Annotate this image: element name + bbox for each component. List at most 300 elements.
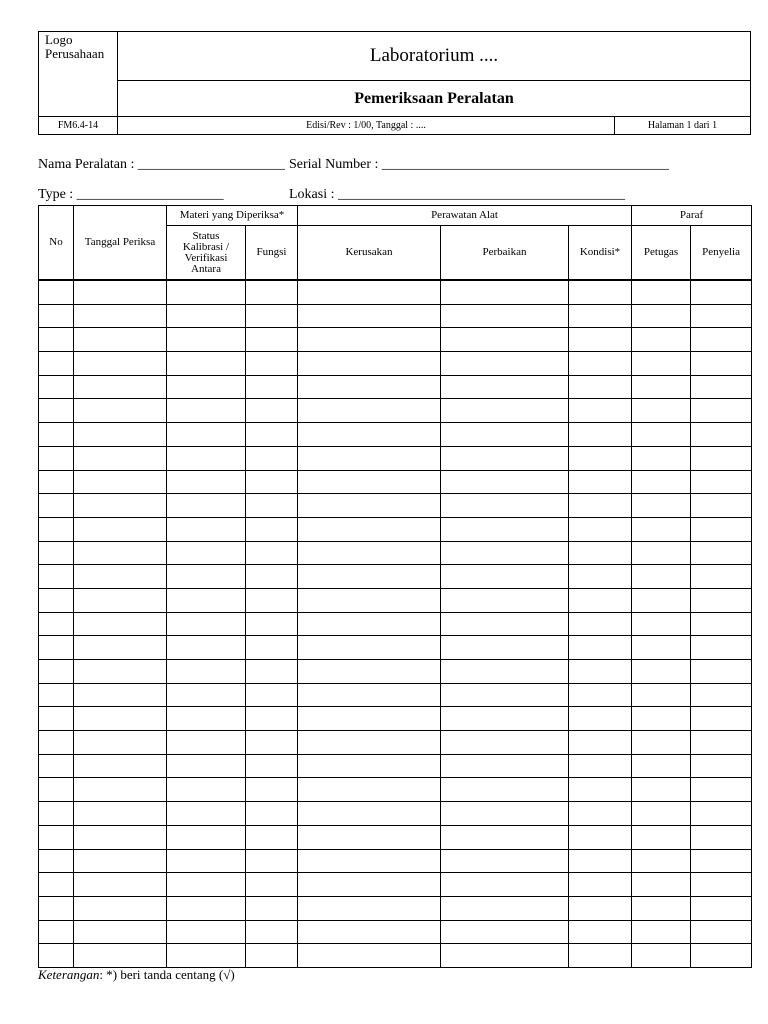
table-cell[interactable] — [632, 707, 691, 731]
table-cell[interactable] — [74, 778, 167, 802]
table-cell[interactable] — [74, 352, 167, 376]
table-cell[interactable] — [632, 778, 691, 802]
table-cell[interactable] — [167, 873, 246, 897]
table-cell[interactable] — [39, 731, 74, 755]
table-cell[interactable] — [167, 849, 246, 873]
table-cell[interactable] — [246, 494, 298, 518]
table-cell[interactable] — [74, 636, 167, 660]
table-cell[interactable] — [632, 683, 691, 707]
table-cell[interactable] — [167, 375, 246, 399]
table-cell[interactable] — [246, 304, 298, 328]
table-cell[interactable] — [441, 423, 569, 447]
table-cell[interactable] — [298, 731, 441, 755]
table-cell[interactable] — [569, 494, 632, 518]
table-cell[interactable] — [298, 423, 441, 447]
table-cell[interactable] — [691, 920, 752, 944]
table-cell[interactable] — [441, 399, 569, 423]
table-cell[interactable] — [691, 352, 752, 376]
table-cell[interactable] — [167, 446, 246, 470]
table-cell[interactable] — [74, 399, 167, 423]
table-row — [39, 731, 752, 755]
table-cell[interactable] — [298, 517, 441, 541]
table-cell[interactable] — [569, 849, 632, 873]
table-cell[interactable] — [569, 660, 632, 684]
table-cell[interactable] — [441, 873, 569, 897]
table-cell[interactable] — [569, 470, 632, 494]
table-cell[interactable] — [298, 541, 441, 565]
table-cell[interactable] — [246, 683, 298, 707]
table-cell[interactable] — [569, 328, 632, 352]
table-cell[interactable] — [632, 328, 691, 352]
table-cell[interactable] — [39, 423, 74, 447]
table-cell[interactable] — [246, 920, 298, 944]
table-cell[interactable] — [246, 825, 298, 849]
table-cell[interactable] — [691, 707, 752, 731]
table-cell[interactable] — [569, 731, 632, 755]
table-cell[interactable] — [39, 873, 74, 897]
table-row — [39, 683, 752, 707]
table-cell[interactable] — [632, 517, 691, 541]
table-cell[interactable] — [39, 707, 74, 731]
table-cell[interactable] — [441, 375, 569, 399]
table-cell[interactable] — [298, 328, 441, 352]
table-cell[interactable] — [246, 849, 298, 873]
table-row — [39, 423, 752, 447]
table-cell[interactable] — [632, 375, 691, 399]
table-cell[interactable] — [39, 754, 74, 778]
table-cell[interactable] — [441, 517, 569, 541]
table-row — [39, 778, 752, 802]
table-row — [39, 849, 752, 873]
table-cell[interactable] — [691, 470, 752, 494]
table-cell[interactable] — [691, 660, 752, 684]
table-cell[interactable] — [167, 612, 246, 636]
table-cell[interactable] — [569, 896, 632, 920]
table-cell[interactable] — [39, 565, 74, 589]
table-cell[interactable] — [632, 399, 691, 423]
table-cell[interactable] — [39, 588, 74, 612]
table-cell[interactable] — [39, 470, 74, 494]
table-cell[interactable] — [298, 280, 441, 304]
table-cell[interactable] — [691, 304, 752, 328]
table-cell[interactable] — [569, 375, 632, 399]
table-cell[interactable] — [691, 802, 752, 826]
table-cell[interactable] — [441, 352, 569, 376]
table-cell[interactable] — [246, 280, 298, 304]
table-cell[interactable] — [441, 660, 569, 684]
table-cell[interactable] — [298, 375, 441, 399]
table-cell[interactable] — [569, 280, 632, 304]
table-cell[interactable] — [691, 683, 752, 707]
table-cell[interactable] — [167, 494, 246, 518]
table-cell[interactable] — [74, 849, 167, 873]
table-cell[interactable] — [298, 565, 441, 589]
table-cell[interactable] — [298, 825, 441, 849]
table-cell[interactable] — [74, 517, 167, 541]
table-cell[interactable] — [298, 660, 441, 684]
table-cell[interactable] — [39, 494, 74, 518]
table-cell[interactable] — [298, 352, 441, 376]
form-meta-row — [39, 116, 750, 134]
table-cell[interactable] — [441, 802, 569, 826]
table-cell[interactable] — [569, 423, 632, 447]
table-cell[interactable] — [246, 896, 298, 920]
table-cell[interactable] — [441, 470, 569, 494]
table-cell[interactable] — [39, 399, 74, 423]
table-cell[interactable] — [39, 446, 74, 470]
table-row — [39, 517, 752, 541]
footnote-text: : *) beri tanda centang (√) — [99, 967, 235, 982]
table-cell[interactable] — [441, 446, 569, 470]
table-cell[interactable] — [246, 399, 298, 423]
table-cell[interactable] — [569, 873, 632, 897]
table-cell[interactable] — [298, 470, 441, 494]
table-cell[interactable] — [167, 707, 246, 731]
table-row — [39, 707, 752, 731]
group-header-materi: Materi yang Diperiksa* — [167, 206, 298, 226]
table-cell[interactable] — [298, 304, 441, 328]
table-cell[interactable] — [691, 280, 752, 304]
table-cell[interactable] — [39, 304, 74, 328]
table-cell[interactable] — [74, 683, 167, 707]
type-field[interactable]: Type : _____________________ — [38, 187, 224, 202]
table-cell[interactable] — [632, 588, 691, 612]
page-info: Halaman 1 dari 1 — [647, 120, 718, 131]
table-cell[interactable] — [569, 588, 632, 612]
table-cell[interactable] — [691, 375, 752, 399]
table-cell[interactable] — [691, 825, 752, 849]
table-cell[interactable] — [632, 873, 691, 897]
table-cell[interactable] — [39, 636, 74, 660]
table-cell[interactable] — [74, 304, 167, 328]
table-cell[interactable] — [441, 778, 569, 802]
table-cell[interactable] — [74, 588, 167, 612]
table-cell[interactable] — [74, 660, 167, 684]
table-cell[interactable] — [691, 565, 752, 589]
table-cell[interactable] — [74, 873, 167, 897]
table-cell[interactable] — [298, 920, 441, 944]
table-cell[interactable] — [39, 778, 74, 802]
table-cell[interactable] — [246, 754, 298, 778]
table-cell[interactable] — [246, 541, 298, 565]
table-cell[interactable] — [39, 849, 74, 873]
table-cell[interactable] — [632, 802, 691, 826]
table-cell[interactable] — [39, 802, 74, 826]
serial-number-field[interactable]: Serial Number : _________________________________________ — [289, 157, 669, 172]
table-cell[interactable] — [39, 352, 74, 376]
table-cell[interactable] — [74, 754, 167, 778]
table-cell[interactable] — [632, 565, 691, 589]
table-cell[interactable] — [569, 944, 632, 968]
table-cell[interactable] — [167, 328, 246, 352]
table-cell[interactable] — [246, 944, 298, 968]
col-header-penyelia: Penyelia — [691, 226, 752, 281]
table-row — [39, 802, 752, 826]
table-cell[interactable] — [167, 825, 246, 849]
table-cell[interactable] — [691, 873, 752, 897]
table-cell[interactable] — [691, 754, 752, 778]
table-cell[interactable] — [167, 920, 246, 944]
table-row — [39, 399, 752, 423]
table-cell[interactable] — [167, 517, 246, 541]
table-cell[interactable] — [691, 328, 752, 352]
table-cell[interactable] — [246, 731, 298, 755]
table-cell[interactable] — [74, 423, 167, 447]
table-cell[interactable] — [441, 280, 569, 304]
table-cell[interactable] — [246, 423, 298, 447]
table-cell[interactable] — [246, 636, 298, 660]
table-cell[interactable] — [39, 683, 74, 707]
table-cell[interactable] — [167, 423, 246, 447]
table-cell[interactable] — [298, 399, 441, 423]
table-cell[interactable] — [298, 612, 441, 636]
table-cell[interactable] — [691, 849, 752, 873]
table-cell[interactable] — [74, 896, 167, 920]
table-cell[interactable] — [74, 565, 167, 589]
table-cell[interactable] — [441, 328, 569, 352]
table-cell[interactable] — [569, 636, 632, 660]
table-cell[interactable] — [74, 944, 167, 968]
table-cell[interactable] — [298, 707, 441, 731]
table-cell[interactable] — [167, 802, 246, 826]
table-cell[interactable] — [441, 565, 569, 589]
table-cell[interactable] — [246, 517, 298, 541]
table-cell[interactable] — [441, 707, 569, 731]
inspection-table-body — [39, 280, 752, 967]
table-cell[interactable] — [569, 352, 632, 376]
table-cell[interactable] — [246, 352, 298, 376]
table-row — [39, 660, 752, 684]
table-cell[interactable] — [167, 541, 246, 565]
table-cell[interactable] — [569, 565, 632, 589]
table-cell[interactable] — [569, 304, 632, 328]
col-header-kerusakan: Kerusakan — [298, 226, 441, 281]
table-row — [39, 754, 752, 778]
table-cell[interactable] — [39, 896, 74, 920]
table-cell[interactable] — [167, 683, 246, 707]
table-cell[interactable] — [632, 825, 691, 849]
table-cell[interactable] — [441, 825, 569, 849]
table-cell[interactable] — [569, 541, 632, 565]
table-cell[interactable] — [298, 778, 441, 802]
table-cell[interactable] — [569, 399, 632, 423]
table-cell[interactable] — [167, 944, 246, 968]
table-cell[interactable] — [74, 494, 167, 518]
table-cell[interactable] — [691, 636, 752, 660]
nama-peralatan-field[interactable]: Nama Peralatan : _____________________ — [38, 157, 285, 172]
table-cell[interactable] — [441, 588, 569, 612]
table-cell[interactable] — [167, 636, 246, 660]
table-cell[interactable] — [632, 304, 691, 328]
table-cell[interactable] — [167, 399, 246, 423]
table-cell[interactable] — [691, 778, 752, 802]
table-cell[interactable] — [441, 920, 569, 944]
table-cell[interactable] — [74, 920, 167, 944]
table-cell[interactable] — [569, 778, 632, 802]
inspection-table — [38, 205, 752, 968]
table-cell[interactable] — [569, 825, 632, 849]
table-cell[interactable] — [74, 707, 167, 731]
col-header-fungsi: Fungsi — [246, 226, 298, 281]
table-cell[interactable] — [74, 328, 167, 352]
table-cell[interactable] — [74, 470, 167, 494]
table-cell[interactable] — [167, 588, 246, 612]
table-cell[interactable] — [441, 541, 569, 565]
table-cell[interactable] — [632, 352, 691, 376]
table-cell[interactable] — [632, 896, 691, 920]
table-cell[interactable] — [691, 541, 752, 565]
table-cell[interactable] — [632, 660, 691, 684]
logo-line-2: Perusahaan — [45, 46, 105, 61]
table-cell[interactable] — [246, 778, 298, 802]
table-row — [39, 541, 752, 565]
table-cell[interactable] — [74, 280, 167, 304]
table-cell[interactable] — [167, 754, 246, 778]
table-cell[interactable] — [298, 802, 441, 826]
table-cell[interactable] — [246, 660, 298, 684]
table-cell[interactable] — [632, 280, 691, 304]
table-cell[interactable] — [298, 873, 441, 897]
table-cell[interactable] — [74, 731, 167, 755]
table-cell[interactable] — [298, 588, 441, 612]
status-line-3: Verifikasi — [184, 251, 228, 264]
table-cell[interactable] — [691, 731, 752, 755]
table-cell[interactable] — [246, 802, 298, 826]
table-cell[interactable] — [74, 446, 167, 470]
table-cell[interactable] — [441, 896, 569, 920]
table-cell[interactable] — [441, 612, 569, 636]
table-cell[interactable] — [298, 446, 441, 470]
edition-info: Edisi/Rev : 1/00, Tanggal : .... — [118, 117, 615, 134]
table-cell[interactable] — [39, 328, 74, 352]
table-cell[interactable] — [246, 873, 298, 897]
table-cell[interactable] — [632, 423, 691, 447]
table-cell[interactable] — [691, 423, 752, 447]
table-cell[interactable] — [39, 920, 74, 944]
col-header-perbaikan: Perbaikan — [441, 226, 569, 281]
table-cell[interactable] — [441, 683, 569, 707]
table-cell[interactable] — [298, 636, 441, 660]
table-cell[interactable] — [74, 375, 167, 399]
status-line-2: Kalibrasi / — [182, 240, 230, 253]
table-cell[interactable] — [39, 375, 74, 399]
table-cell[interactable] — [167, 731, 246, 755]
table-cell[interactable] — [569, 754, 632, 778]
table-cell[interactable] — [298, 944, 441, 968]
table-row — [39, 565, 752, 589]
table-cell[interactable] — [441, 849, 569, 873]
table-cell[interactable] — [246, 470, 298, 494]
table-cell[interactable] — [691, 612, 752, 636]
table-cell[interactable] — [441, 944, 569, 968]
table-cell[interactable] — [246, 565, 298, 589]
table-cell[interactable] — [74, 802, 167, 826]
table-cell[interactable] — [691, 944, 752, 968]
table-cell[interactable] — [632, 636, 691, 660]
table-cell[interactable] — [441, 304, 569, 328]
table-row — [39, 896, 752, 920]
table-cell[interactable] — [39, 612, 74, 636]
table-cell[interactable] — [39, 517, 74, 541]
table-cell[interactable] — [167, 280, 246, 304]
table-cell[interactable] — [632, 849, 691, 873]
table-cell[interactable] — [39, 944, 74, 968]
table-cell[interactable] — [632, 446, 691, 470]
table-cell[interactable] — [569, 612, 632, 636]
table-cell[interactable] — [39, 660, 74, 684]
table-cell[interactable] — [167, 304, 246, 328]
table-cell[interactable] — [246, 588, 298, 612]
table-cell[interactable] — [632, 612, 691, 636]
table-cell[interactable] — [167, 778, 246, 802]
table-cell[interactable] — [167, 896, 246, 920]
col-header-kondisi: Kondisi* — [569, 226, 632, 281]
table-cell[interactable] — [441, 754, 569, 778]
lokasi-field[interactable]: Lokasi : _________________________________________ — [289, 187, 625, 202]
table-cell[interactable] — [167, 470, 246, 494]
table-cell[interactable] — [39, 825, 74, 849]
table-cell[interactable] — [691, 494, 752, 518]
table-cell[interactable] — [74, 825, 167, 849]
table-cell[interactable] — [246, 375, 298, 399]
table-cell[interactable] — [691, 588, 752, 612]
table-cell[interactable] — [74, 612, 167, 636]
table-cell[interactable] — [632, 470, 691, 494]
table-row — [39, 446, 752, 470]
table-cell[interactable] — [246, 612, 298, 636]
table-cell[interactable] — [569, 446, 632, 470]
table-cell[interactable] — [441, 494, 569, 518]
table-cell[interactable] — [167, 352, 246, 376]
table-cell[interactable] — [632, 541, 691, 565]
table-cell[interactable] — [691, 446, 752, 470]
col-header-no: No — [39, 206, 74, 281]
table-cell[interactable] — [691, 517, 752, 541]
table-cell[interactable] — [569, 517, 632, 541]
table-cell[interactable] — [632, 754, 691, 778]
table-cell[interactable] — [691, 399, 752, 423]
table-cell[interactable] — [298, 683, 441, 707]
table-cell[interactable] — [569, 802, 632, 826]
table-cell[interactable] — [298, 849, 441, 873]
table-cell[interactable] — [632, 944, 691, 968]
form-header — [38, 31, 751, 135]
table-cell[interactable] — [632, 494, 691, 518]
table-cell[interactable] — [246, 446, 298, 470]
table-cell[interactable] — [298, 896, 441, 920]
table-cell[interactable] — [246, 707, 298, 731]
table-cell[interactable] — [298, 754, 441, 778]
table-row — [39, 944, 752, 968]
table-cell[interactable] — [167, 565, 246, 589]
table-cell[interactable] — [632, 731, 691, 755]
table-cell[interactable] — [569, 920, 632, 944]
table-cell[interactable] — [691, 896, 752, 920]
table-cell[interactable] — [39, 280, 74, 304]
table-cell[interactable] — [569, 707, 632, 731]
group-header-paraf: Paraf — [632, 206, 752, 226]
table-cell[interactable] — [246, 328, 298, 352]
table-row — [39, 636, 752, 660]
table-cell[interactable] — [569, 683, 632, 707]
table-cell[interactable] — [441, 636, 569, 660]
table-cell[interactable] — [441, 731, 569, 755]
table-cell[interactable] — [167, 660, 246, 684]
table-cell[interactable] — [74, 541, 167, 565]
table-cell[interactable] — [298, 494, 441, 518]
table-cell[interactable] — [39, 541, 74, 565]
table-cell[interactable] — [632, 920, 691, 944]
